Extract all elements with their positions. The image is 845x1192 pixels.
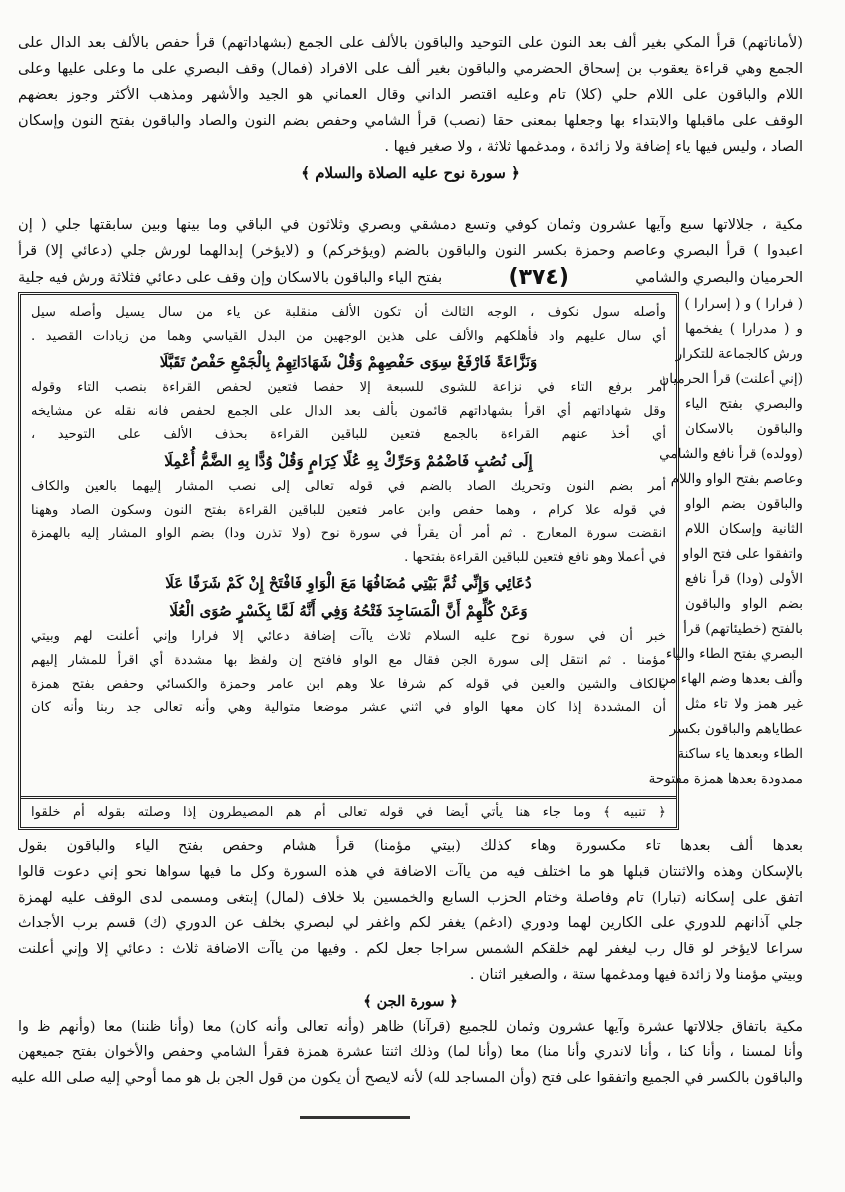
poem-verse: دُعَائِي وَإِنِّي ثُمَّ بَيْتِي مُضَافُهَا مَعَ الْوَاوِ فَافْتَحْ إِنْ كَمْ شَرَفًا عَلَا [165, 574, 532, 593]
text-line: والباقون بالكسر في الجميع واتفقوا على فتح (وأن المساجد لله) لأنه لايصح أن يكون من قول الجن بل هو مما أوحي إليه صلى الله عليه [10, 1070, 803, 1087]
box-line: أن المشددة إذا كان معها الواو في اثني عشر موضعا متوالية وهي وأنه تعالى جد ربنا وأنه كان [31, 700, 666, 716]
text-line: مكية ، جلالاتها سبع وآيها عشرون وثمان كوفي وتسع دمشقي وبصري وثلاثون في الباقي وما بينها وبين سابقتها جلي ( إن [18, 216, 803, 233]
side-line: بضم الواو والباقون [685, 596, 803, 612]
side-line: والبصري بفتح الياء [685, 396, 803, 412]
text-line: اتفق على إسكانه (تبارا) تام وفاصلة وختام الحزب السابع والخمسين بلا خلاف (لمال) إبتغى ومسمى لدى الوقف عليه لهمزة [18, 889, 803, 906]
side-line: عطاياهم والباقون بكسر [669, 721, 803, 737]
side-line: ممدودة بعدها همزة مفتوحة [648, 771, 803, 787]
box-line: انقضت سورة المعارج . ثم أمر أن يقرأ في سورة نوح (ولا تذرن ودا) بضم الواو المشار إليه بالهمزة [31, 526, 666, 542]
page-no-row-left-text: بفتح الياء والباقون بالاسكان وإن وقف على دعائي فثلاثة ورش فيه جلية [18, 268, 443, 286]
text-line: الوقف على ماقبلها والابتداء بها وجعلها بمعنى حقا (نصب) قرأ الشامي وحفص بضم النون والصاد والباقون بفتح النون وإسكان [18, 112, 803, 129]
side-line: ( فرارا ) و ( إسرارا ) [684, 296, 803, 312]
text-line: وبيتي مؤمنا ولا زائدة فيها ومدغمها ستة ، والصغير اثنان . [469, 966, 803, 983]
text-line: مكية باتفاق جلالاتها عشرة وآيها عشرون وثمان للجميع (قرآنا) ظاهر (وأنه تعالى وأنه كان) معا (وأنا ظننا) معا (وأنهم ظ وا [18, 1018, 803, 1035]
bottom-text-block [10, 834, 803, 1092]
box-line: وأصله سول نكوف ، الوجه الثالث أن تكون الألف منقلبة عن ياء من سال يسيل وأصله سيل [31, 305, 666, 320]
side-line: الطاء وبعدها ياء ساكنة [677, 746, 803, 762]
box-line: أمر برفع التاء في نزاعة للشوى للسبعة إلا حفصا فتعين لحفص القراءة بنصب التاء وقوله [31, 380, 666, 396]
side-line: الثانية وإسكان اللام [685, 521, 803, 537]
top-text-block [18, 30, 803, 210]
commentary-area [18, 292, 803, 830]
box-line: وقل شهاداتهم أي اقرأ بشهاداتهم قائمون بألف بعد الدال على الجمع لحفص فانه نقله عن مشايخه [31, 403, 666, 419]
surah-nuh-title: ﴿ سورة نوح عليه الصلاة والسلام ﴾ [301, 164, 520, 182]
nuh-intro-block [18, 212, 803, 290]
text-line: بعدها ألف بعدها تاء مكسورة وهاء كذلك (بيتي مؤمنا) قرأ هشام وحفص بفتح الياء والباقون بقول [18, 838, 803, 854]
tanbih-note: ﴿ تنبيه ﴾ وما جاء هنا يأتي أيضا في قوله تعالى أم هم المصيطرون إذا وصلته بقوله أم خلقوا [21, 796, 676, 827]
text-line: بالإسكان وهذه والاثنتان قبلها هو ما اختلف فيه من ياآت الاضافة في هذه السورة وكل ما فيها سواها نحو إني دعوت قالوا [18, 863, 803, 880]
side-line: غير همز ولا تاء مثل [685, 696, 803, 712]
side-line: وعاصم بفتح الواو واللام [670, 471, 803, 487]
text-line: اللام والباقون على اللام حلي (كلا) تام وعليه اقتصر الداني وقال العماني هو الجيد والأشهر ومذهب الأكثر وجوز بعضهم [18, 86, 803, 103]
text-line: الجمع وهي قراءة يعقوب بن إسحاق الحضرمي والباقون بغير ألف على الافراد (فمال) وقف البصري على ما وعلى عليها وعلى [18, 60, 803, 77]
side-line: و ( مدرارا ) يفخمها [685, 321, 803, 337]
text-line: اعبدوا ) قرأ البصري وعاصم وحمزة بكسر النون والباقون بالضم (ويؤخركم) و (لايؤخر) إبدالهما لورش جلي (دعائي إلا) قرأ [18, 242, 803, 259]
page-no-row-right-text: الحرميان والبصري والشامي [635, 268, 803, 286]
commentary-box [18, 292, 679, 830]
box-line: أمر بضم النون وتحريك الصاد بالضم في قوله تعالى إلى نصب المشار إليهما بالعين والكاف [31, 478, 666, 494]
side-line: (وولده) قرأ نافع والشامي [659, 446, 803, 462]
footer-rule [300, 1116, 410, 1119]
box-line: أي أخذ عنهم القراءة بالجمع فتعين للباقين القراءة بحذف الألف على التوحيد ، [31, 427, 666, 443]
box-line: أي سال عليهم واد فأهلكهم والألف على هذين الوجهين من البدل القياسي وهما من زيادات القصيد . [31, 328, 666, 344]
box-line: مؤمنا . ثم انتقل إلى سورة الجن فقال مع الواو فافتح إن ولفظ بها مشددة أي اقرأ للمشار إليهم [31, 652, 666, 668]
side-line: والباقون بضم الواو [685, 496, 803, 512]
text-line: (لأماناتهم) قرأ المكي بغير ألف بعد النون على التوحيد والباقون بالألف على الجمع (بشهاداتهم) قرأ حفص بالألف بعد الدال على [18, 34, 803, 51]
side-column [648, 292, 803, 830]
side-line: الأولى (ودا) قرأ نافع [685, 571, 803, 587]
box-line: بالكاف والشين والعين في قوله كم شرفا علا وهم ابن عامر وحمزة والكسائي وحفص بفتح همزة [31, 676, 666, 692]
surah-jinn-title: ﴿ سورة الجن ﴾ [363, 992, 458, 1010]
box-line: خبر أن في سورة نوح عليه السلام ثلاث ياآت إضافة دعائي إلا فرارا وإني أعلنت لهم وبيتي [31, 629, 666, 645]
side-line: (إني أعلنت) قرأ الحرميان [659, 371, 803, 387]
text-line: وأنا لمسنا ، وأنا كنا ، وأنا لاندري وأنا منا) معا (وأنا لما) وذلك اثنتا عشرة همزة فقرأ الشامي وحفص والأخوان بفتح جميعهن [18, 1044, 803, 1061]
side-line: ورش كالجماعة للتكرار [675, 346, 803, 362]
box-line: في أعملا وهو نافع فتعين للباقين القراءة بفتحها . [404, 549, 666, 565]
box-line: في قوله علا كرام ، وهما حفص وابن عامر فتعين للباقين القراءة بفتح النون وسكون الصاد وههنا [31, 502, 666, 518]
text-line: جلي آذانهم للدوري على الكارين لهما ودوري (ادغم) يغفر لكم واغفر لي لبصري بخلف عن الدوري (ك) قسم برب الأجداث [18, 915, 803, 932]
page-number: (٣٧٤) [508, 264, 569, 290]
text-line: سراعا لايؤخر لو قال رب ليغفر لهم خلقكم الشمس سراجا جعل لكم . وفيها من ياآت الاضافة ثلاث : دعائي إلا وإني أعلنت [18, 941, 803, 958]
side-line: بالفتح (خطيئاتهم) قرأ [683, 621, 803, 637]
side-line: واتفقوا على فتح الواو [682, 546, 803, 562]
poem-verse: إِلَى نُصُبٍ فَاضْمُمْ وَحَرِّكْ بِهِ عُلًا كِرَامٍ وَقُلْ وُدًّا بِهِ الضَّمُّ أُعْمِلَا [164, 451, 533, 470]
page-number-row [18, 264, 803, 290]
poem-verse: وَنَزَّاعَةً فَارْفَعْ سِوَى حَفْصِهِمْ وَقُلْ شَهَادَاتِهِمْ بِالْجَمْعِ حَفْصٌ تَقَبَّلَا [159, 353, 538, 372]
text-line: الصاد ، وليس فيها ياء إضافة ولا زائدة ، ومدغمها ثلاثة ، ولا صغير فيها . [384, 138, 803, 155]
side-line: والباقون بالاسكان [685, 421, 803, 437]
side-line: وألف بعدها وضم الهاء من [658, 671, 803, 687]
poem-verse: وَعَنْ كُلِّهِمْ أَنَّ الْمَسَاجِدَ فَتْحُهُ وَفِي أَنَّهُ لَمَّا بِكَسْرٍ صُوَى الْعُلَا [169, 602, 528, 621]
side-line: البصري بفتح الطاء والياء [665, 646, 803, 662]
